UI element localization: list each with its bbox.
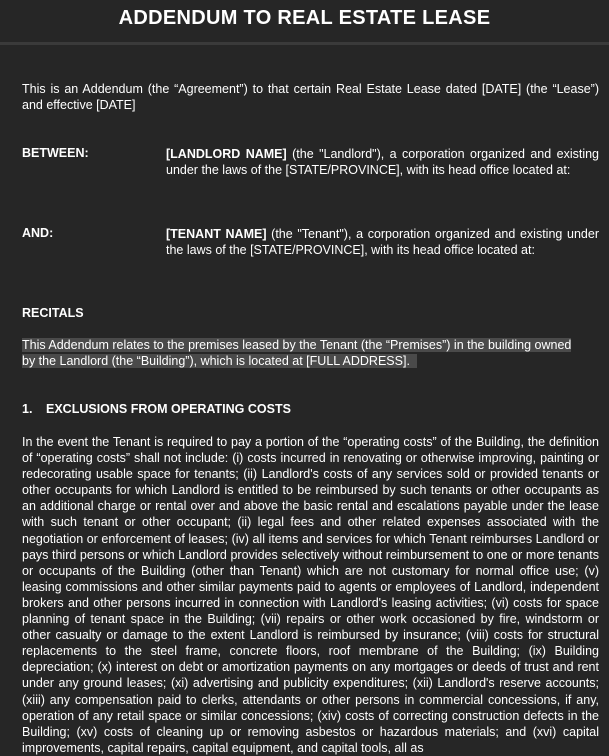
and-label: AND:: [22, 226, 54, 240]
recitals-line-2: by the Landlord (the “Building”), which is located at [FULL ADDRESS].: [22, 354, 410, 369]
recitals-heading: RECITALS: [22, 306, 84, 320]
intro-paragraph[interactable]: This is an Addendum (the “Agreement”) to that certain Real Estate Lease dated [DATE] (the “Lease”) and effective [DATE]: [22, 82, 599, 113]
landlord-name: [LANDLORD NAME]: [166, 147, 287, 161]
selection-trail: [410, 354, 417, 368]
tenant-description: (the "Tenant"), a corporation organized and existing under the laws of the [STATE/PROVINCE], with its head office located at:: [166, 227, 600, 258]
tenant-paragraph[interactable]: [166, 226, 599, 258]
tenant-name: [TENANT NAME]: [166, 227, 267, 241]
title-divider: [0, 42, 609, 45]
document-title: ADDENDUM TO REAL ESTATE LEASE: [118, 7, 491, 29]
recitals-line-1: This Addendum relates to the premises leased by the Tenant (the “Premises”) in the building owned: [22, 338, 572, 352]
section-1-number: 1.: [22, 402, 33, 416]
landlord-description: (the "Landlord"), a corporation organized and existing under the laws of the [STATE/PROVINCE], with its head office located at:: [166, 147, 599, 178]
section-1-body[interactable]: In the event the Tenant is required to pay a portion of the “operating costs” of the Building, the definition of “operating costs” shall not include: (i) costs incurred in renovating or otherwise improving, painting or redecorating usable space for tenants; (ii) Landlord's costs of any services sold or provided tenants or other occupants for which Landlord is entitled to be reimbursed by such tenants or other occupants as an additional charge or rental over and above the basic rental and escalations payable under the lease with such tenant or other occupant; (ii) legal fees and other related expenses associated with the negotiation or enforcement of leases; (iv) all items and services for which Tenant reimburses Landlord or pays third persons or which Landlord provides selectively without reimbursement to one or more tenants or occupants of the Building (other than Tenant) which are not customary for normal office use; (v) leasing commissions and other similar payments paid to agents or employees of Landlord, independent brokers and other persons incurred in connection with Landlord's leasing activities; (vi) costs for space planning of tenant space in the Building; (vii) repairs or other work occasioned by fire, windstorm or other casualty or damage to the extent Landlord is reimbursed by insurance; (viii) costs for structural replacements to the steel frame, concrete floors, roof membrane of the Building; (ix) Building depreciation; (x) interest on debt or amortization payments on any mortgages or deeds of trust and rent under any ground leases; (xi) advertising and publicity expenditures; (xii) Landlord's reserve accounts; (xiii) any compensation paid to clerks, attendants or other persons in commercial concessions, if any, operation of any retail space or similar concessions; (xiv) costs of correcting construction defects in the Building; (xv) costs of cleaning up or removing asbestos or hazardous materials; and (xvi) capital improvements, capital repairs, capital equipment, and capital tools, all as: [22, 435, 599, 755]
section-1-heading: [22, 402, 291, 416]
between-label: BETWEEN:: [22, 146, 89, 160]
section-1-title: EXCLUSIONS FROM OPERATING COSTS: [46, 402, 291, 416]
landlord-paragraph[interactable]: [166, 146, 599, 178]
recitals-paragraph[interactable]: [22, 337, 602, 369]
